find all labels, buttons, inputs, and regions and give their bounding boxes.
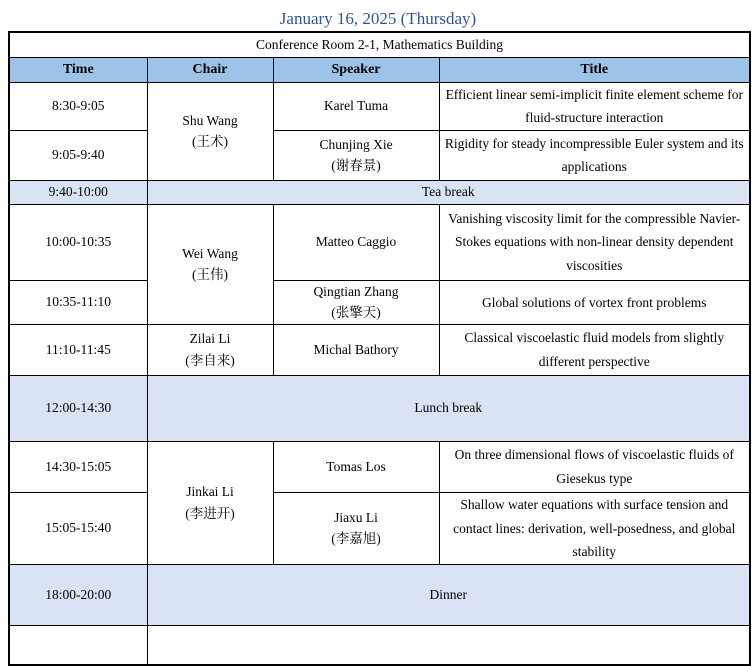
- time-cell: 14:30-15:05: [9, 441, 147, 492]
- column-header-title: Title: [439, 57, 750, 82]
- chair-name-cn: (李自来): [185, 352, 235, 368]
- time-cell: 9:40-10:00: [9, 180, 147, 204]
- table-row: [9, 280, 750, 324]
- table-row: [9, 204, 750, 280]
- time-cell: 8:30-9:05: [9, 82, 147, 130]
- speaker-cell: Matteo Caggio: [273, 204, 439, 280]
- talk-title-cell: Efficient linear semi-implicit finite element scheme for fluid-structure interaction: [439, 82, 750, 130]
- speaker-name: Qingtian Zhang: [313, 283, 399, 299]
- room-header: Conference Room 2-1, Mathematics Building: [9, 32, 750, 57]
- time-cell: 12:00-14:30: [9, 375, 147, 441]
- speaker-name: Chunjing Xie: [319, 136, 393, 152]
- break-row: [9, 180, 750, 204]
- chair-name-cn: (李进开): [185, 505, 235, 521]
- talk-title-cell: Classical viscoelastic fluid models from slightly different perspective: [439, 324, 750, 375]
- table-row: [9, 492, 750, 564]
- chair-cell: [147, 441, 273, 564]
- speaker-cell: [273, 280, 439, 324]
- speaker-cell: [273, 130, 439, 180]
- chair-cell: [147, 82, 273, 180]
- table-row: [9, 324, 750, 375]
- break-label-cell: Dinner: [147, 564, 750, 625]
- chair-name: Zilai Li: [189, 331, 231, 347]
- time-cell: 9:05-9:40: [9, 130, 147, 180]
- column-header-time: Time: [9, 57, 147, 82]
- speaker-name: Jiaxu Li: [334, 509, 378, 525]
- chair-name: Jinkai Li: [186, 484, 234, 500]
- speaker-cell: Tomas Los: [273, 441, 439, 492]
- chair-name: Shu Wang: [182, 112, 238, 128]
- talk-title-cell: Vanishing viscosity limit for the compressible Navier-Stokes equations with non-linear density dependent viscosities: [439, 204, 750, 280]
- chair-name-cn: (王伟): [192, 267, 228, 283]
- column-header-chair: Chair: [147, 57, 273, 82]
- chair-cell: [147, 324, 273, 375]
- talk-title-cell: On three dimensional flows of viscoelastic fluids of Giesekus type: [439, 441, 750, 492]
- speaker-cell: Michal Bathory: [273, 324, 439, 375]
- table-row: [9, 130, 750, 180]
- table-row: [9, 441, 750, 492]
- break-row: [9, 375, 750, 441]
- speaker-name-cn: (李嘉旭): [331, 531, 381, 547]
- time-cell: 10:35-11:10: [9, 280, 147, 324]
- table-row-partial: [9, 625, 750, 665]
- conference-schedule-table: [8, 31, 751, 666]
- break-label-cell: Tea break: [147, 180, 750, 204]
- break-label-cell: Lunch break: [147, 375, 750, 441]
- talk-title-cell: Rigidity for steady incompressible Euler system and its applications: [439, 130, 750, 180]
- speaker-cell: Karel Tuma: [273, 82, 439, 130]
- chair-cell: [147, 204, 273, 324]
- column-header-speaker: Speaker: [273, 57, 439, 82]
- empty-time-cell: [9, 625, 147, 665]
- empty-cell: [147, 625, 750, 665]
- chair-name: Wei Wang: [182, 245, 238, 261]
- chair-name-cn: (王术): [192, 134, 228, 150]
- time-cell: 10:00-10:35: [9, 204, 147, 280]
- time-cell: 15:05-15:40: [9, 492, 147, 564]
- time-cell: 18:00-20:00: [9, 564, 147, 625]
- speaker-cell: [273, 492, 439, 564]
- table-row: [9, 82, 750, 130]
- time-cell: 11:10-11:45: [9, 324, 147, 375]
- break-row: [9, 564, 750, 625]
- talk-title-cell: Shallow water equations with surface tension and contact lines: derivation, well-posedness, and global stability: [439, 492, 750, 564]
- speaker-name-cn: (谢春景): [331, 158, 381, 174]
- page-title: January 16, 2025 (Thursday): [279, 9, 477, 28]
- talk-title-cell: Global solutions of vortex front problems: [439, 280, 750, 324]
- speaker-name-cn: (张擎天): [331, 305, 381, 321]
